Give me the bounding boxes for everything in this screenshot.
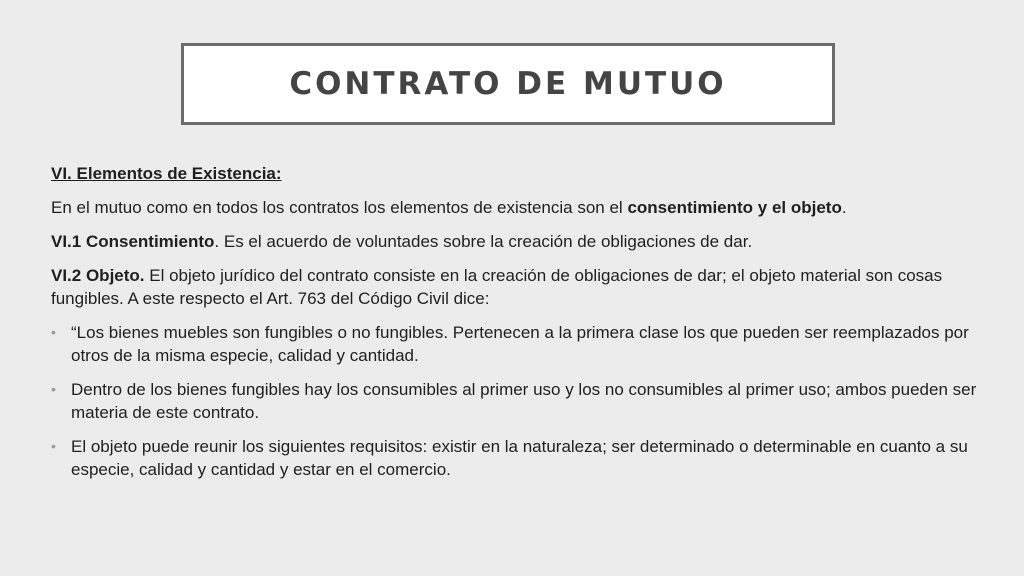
bullet-text: “Los bienes muebles son fungibles o no fungibles. Pertenecen a la primera clase los que pueden ser reemplazados por otros de la misma especie, calidad y cantidad. [71, 323, 969, 365]
heading-text: VI. Elementos de Existencia: [51, 164, 282, 183]
para2-bold: VI.1 Consentimiento [51, 232, 215, 251]
para2-text: . Es el acuerdo de voluntades sobre la creación de obligaciones de dar. [214, 232, 753, 251]
slide-content [51, 162, 981, 492]
list-item [51, 435, 981, 481]
bullet-icon: • [51, 324, 56, 340]
list-item [51, 378, 981, 424]
para3-text: El objeto jurídico del contrato consiste en la creación de obligaciones de dar; el objeto material son cosas fungibles. A este respecto el Art. 763 del Código Civil dice: [51, 266, 943, 308]
bullet-icon: • [51, 381, 56, 397]
paragraph-object [51, 264, 981, 310]
para1-end: . [841, 198, 847, 217]
bullet-icon: • [51, 438, 56, 454]
para3-bold: VI.2 Objeto. [51, 266, 145, 285]
bullet-list [51, 321, 981, 481]
section-heading [51, 162, 981, 185]
slide-title: CONTRATO DE MUTUO [289, 66, 727, 102]
bullet-text: El objeto puede reunir los siguientes requisitos: existir en la naturaleza; ser determinado o determinable en cuanto a su especie, calidad y cantidad y estar en el comercio. [71, 437, 968, 479]
para1-text: En el mutuo como en todos los contratos los elementos de existencia son el [51, 198, 628, 217]
bullet-text: Dentro de los bienes fungibles hay los consumibles al primer uso y los no consumibles al primer uso; ambos pueden ser materia de este contrato. [71, 380, 977, 422]
title-box [181, 43, 835, 125]
paragraph-consent [51, 230, 981, 253]
paragraph-existence-elements [51, 196, 981, 219]
para1-bold: consentimiento y el objeto [627, 198, 842, 217]
list-item [51, 321, 981, 367]
